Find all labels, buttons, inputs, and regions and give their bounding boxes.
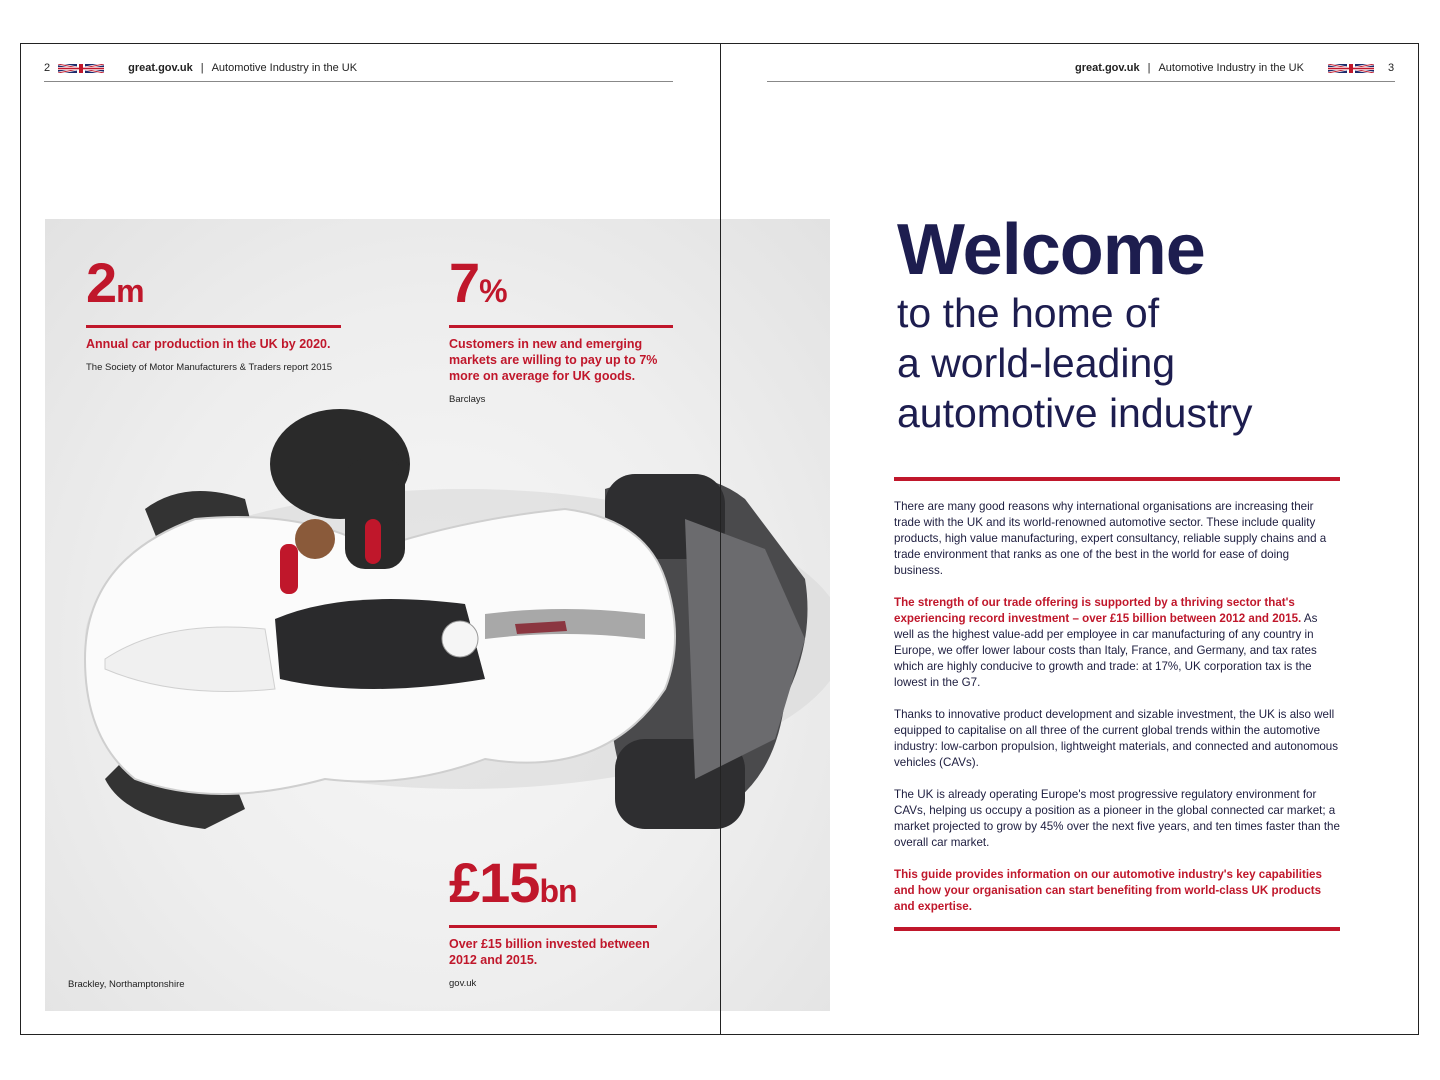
body-paragraph-rest: As well as the highest value-add per employee in car manufacturing of any country in Europe, we offer lower labour costs than Italy, France, and Germany, and tax rates which are highly conducive to growth and trade: at 17%, UK corporation tax is the lowest in the G7.: [894, 612, 1318, 689]
body-text: [894, 499, 1340, 931]
stat-premium-source: Barclays: [449, 394, 486, 405]
welcome-subtitle-line1: to the home of: [897, 290, 1160, 336]
stat-production: [86, 251, 341, 373]
right-site-link[interactable]: great.gov.uk: [1075, 62, 1140, 74]
left-header-title: Automotive Industry in the UK: [211, 62, 358, 74]
stat-production-figure: 2m: [86, 251, 144, 314]
stat-production-source: The Society of Motor Manufacturers & Traders report 2015: [86, 362, 333, 373]
welcome-subtitle-line3: automotive industry: [897, 390, 1253, 436]
stat-production-description: Annual car production in the UK by 2020.: [86, 337, 331, 351]
left-site-link[interactable]: great.gov.uk: [128, 62, 193, 74]
union-flag-icon: [58, 64, 104, 73]
stat-rule: [449, 925, 657, 928]
stat-investment-source: gov.uk: [449, 978, 477, 989]
stat-investment-description: Over £15 billion invested between 2012 and 2015.: [449, 937, 650, 967]
body-closing-highlight: This guide provides information on our automotive industry's key capabilities and how your organisation can start benefiting from world-class UK products and expertise.: [894, 868, 1322, 913]
right-page-number: 3: [1387, 62, 1395, 74]
stat-rule: [86, 325, 341, 328]
welcome-title: Welcome: [897, 210, 1205, 290]
stat-rule: [449, 325, 673, 328]
page-fold: [720, 43, 721, 1035]
right-header: [1075, 62, 1394, 74]
welcome-heading: [897, 212, 1253, 438]
left-header-separator: |: [200, 62, 204, 74]
right-header-rule: [767, 81, 1395, 82]
stat-investment-figure: £15bn: [449, 851, 577, 914]
left-page-number: 2: [44, 62, 51, 74]
stat-premium: [449, 251, 673, 405]
body-paragraph: The UK is already operating Europe's most progressive regulatory environment for CAVs, helping us occupy a position as a pioneer in the global connected car market; a market projected to grow by 45% over the next five years, and ten times faster than the overall car market.: [894, 788, 1340, 849]
photo-caption: Brackley, Northamptonshire: [68, 979, 185, 990]
body-paragraph: There are many good reasons why international organisations are increasing their trade with the UK and its world-renowned automotive sector. These include quality products, high value manufacturing, expert consultancy, reliable supply chains and a trade environment that ranks as one of the best in the world for ease of doing business.: [894, 500, 1327, 577]
top-red-rule: [894, 477, 1340, 481]
body-paragraph: [894, 595, 1340, 691]
stat-investment: [449, 851, 657, 989]
body-paragraph: Thanks to innovative product development and sizable investment, the UK is also well equipped to capitalise on all three of the current global trends within the automotive industry: low-carbon propulsion, lightweight materials, and connected and autonomous vehicles (CAVs).: [894, 708, 1339, 769]
stat-premium-figure: 7%: [449, 251, 507, 314]
right-header-separator: |: [1147, 62, 1151, 74]
body-highlight: The strength of our trade offering is supported by a thriving sector that's experiencing record investment – over £15 billion between 2012 and 2015.: [894, 596, 1302, 625]
left-header: [44, 62, 357, 74]
right-header-title: Automotive Industry in the UK: [1158, 62, 1304, 74]
union-flag-icon: [1328, 64, 1374, 73]
bottom-red-rule: [894, 927, 1340, 931]
stat-premium-description: Customers in new and emerging markets are willing to pay up to 7% more on average for UK goods.: [449, 337, 658, 383]
left-header-rule: [44, 81, 673, 82]
welcome-subtitle-line2: a world-leading: [897, 340, 1176, 386]
